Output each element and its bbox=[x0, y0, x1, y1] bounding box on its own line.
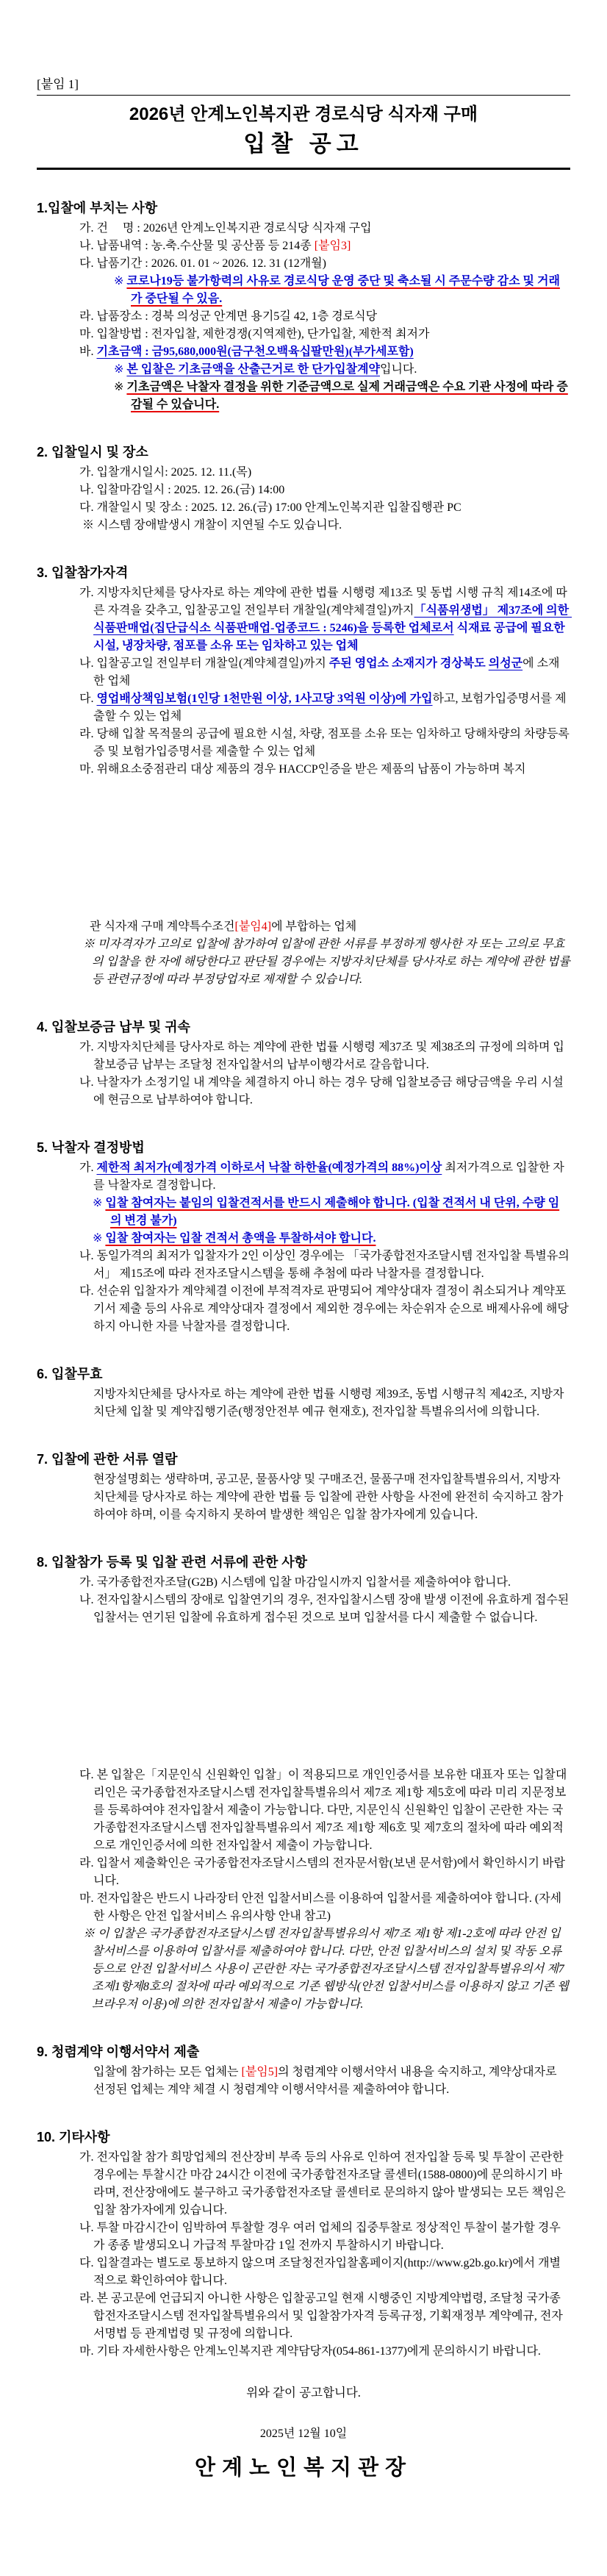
page-title: 2026년 안계노인복지관 경로식당 식자재 구매 bbox=[129, 104, 478, 124]
text-segment: 식재료 공급에 필요한 시설, 냉장차량, 점포를 소유 또는 임차하고 있는 업체 bbox=[93, 622, 568, 652]
doc-paragraph bbox=[37, 1283, 570, 1336]
text-segment: 투찰 마감시간이 임박하여 투찰할 경우 여러 업체의 집중투찰로 정상적인 투찰이 불가할 경우가 종종 발생되오니 가급적 투찰마감 1일 전까지 투찰하시기 바랍니다. bbox=[93, 2222, 561, 2252]
doc-paragraph bbox=[37, 2255, 570, 2290]
text-segment: 낙찰자가 소정기일 내 계약을 체결하지 아니 하는 경우 당해 입찰보증금 해당금액을 우리 시설에 현금으로 납부하여야 합니다. bbox=[93, 1076, 564, 1106]
section-heading: 4. 입찰보증금 납부 및 귀속 bbox=[37, 1020, 190, 1034]
text-segment: 입니다. bbox=[379, 363, 417, 376]
text-segment: 기타 자세한사항은 안계노인복지관 계약담당자(054-861-1377)에게 문의하시기 바랍니다. bbox=[96, 2345, 541, 2358]
doc-paragraph bbox=[37, 2219, 570, 2255]
closing-statement: 위와 같이 공고합니다. bbox=[246, 2386, 361, 2400]
text-segment: [붙임5] bbox=[241, 2066, 279, 2078]
item-label: 나. bbox=[79, 1076, 97, 1089]
doc-paragraph bbox=[37, 918, 570, 936]
item-label: 나. bbox=[79, 1594, 97, 1606]
doc-paragraph bbox=[37, 1195, 570, 1230]
item-label: 가. bbox=[79, 2151, 97, 2164]
doc-paragraph bbox=[37, 379, 570, 414]
text-segment: 입찰방법 : 전자입찰, 제한경쟁(지역제한), 단가입찰, 제한적 최저가 bbox=[96, 328, 430, 340]
attachment-tag: [붙임 1] bbox=[37, 77, 79, 91]
text-segment: 최저가격으로 입찰한 자를 낙찰자로 결정합니다. bbox=[93, 1162, 564, 1192]
text-segment: 이 입찰은 국가종합전자조달시스템 전자입찰특별유의서 제7조 제1항 제1-2호에 따라 안전 입찰서비스를 이용하여 입찰서를 제출하여야 합니다. 다만, 안전 입찰서비스의 설치 및 작동 오류 등으로 안전 입찰서비스 사용이 곤란한 자는 국가종합전자조달시스템 전자입찰특별유의서 제7조제1항제8호의 절차에 따라 예외적으로 기존 웹방식(안전 입찰서비스를 이용하지 않고 기존 웹브라우저 이용)에 의한 전자입찰서 제출이 가능합니다. bbox=[92, 1928, 569, 2011]
doc-paragraph bbox=[37, 655, 570, 690]
doc-paragraph bbox=[37, 361, 570, 379]
text-segment: 본 입찰은 기초금액을 산출근거로 한 단가입찰계약 bbox=[126, 363, 380, 376]
text-segment: 지방자치단체를 당사자로 하는 계약에 관한 법률 시행령 제37조 및 제38조의 규정에 의하며 입찰보증금 납부는 조달청 전자입찰서의 납부이행각서로 갈음합니다. bbox=[93, 1041, 564, 1071]
text-segment: 제한적 최저가(예정가격 이하로서 낙찰 하한율(예정가격의 88%)이상 bbox=[96, 1162, 442, 1174]
doc-paragraph bbox=[37, 343, 570, 361]
doc-paragraph bbox=[37, 1592, 570, 1627]
doc-paragraph bbox=[37, 237, 570, 255]
item-label: ※ bbox=[83, 938, 98, 951]
text-segment: 시스템 장애발생시 개찰이 지연될 수도 있습니다. bbox=[97, 519, 342, 532]
item-label: 가. bbox=[79, 1041, 97, 1053]
section-heading: 3. 입찰참가자격 bbox=[37, 565, 129, 580]
text-segment: 위해요소중점관리 대상 제품의 경우 HACCP인증을 받은 제품의 납품이 가능하며 복지 bbox=[96, 763, 526, 776]
doc-paragraph bbox=[37, 499, 570, 517]
text-segment: 입찰 참여자는 입찰 견적서 총액을 투찰하셔야 합니다. bbox=[105, 1232, 376, 1245]
doc-paragraph bbox=[37, 1159, 570, 1195]
doc-paragraph bbox=[37, 326, 570, 343]
doc-paragraph bbox=[37, 1471, 570, 1524]
item-label: 마. bbox=[79, 1892, 97, 1905]
doc-paragraph bbox=[37, 1230, 570, 1248]
doc-paragraph bbox=[37, 1574, 570, 1592]
text-segment: 건 명 : 2026년 안계노인복지관 경로식당 식자재 구입 bbox=[96, 222, 372, 235]
text-segment: 미자격자가 고의로 입찰에 참가하여 입찰에 관한 서류를 부정하게 행사한 자 또는 고의로 무효의 입찰을 한 자에 해당한다고 판단될 경우에는 지방자치단체를 당사자로 하는 계약에 관한 법률 등 관련규정에 따라 부정당업자로 제재할 수 있습니다. bbox=[92, 938, 573, 986]
item-label: 나. bbox=[79, 1250, 97, 1262]
text-segment: 선순위 입찰자가 계약체결 이전에 부적격자로 판명되어 계약상대자 결정이 취소되거나 계약포기서 제출 등의 사유로 계약상대자 결정에서 제외한 경우에는 차순위자 순으로 배제사유에 해당하지 아니한 자를 낙찰자를 결정합니다. bbox=[93, 1285, 569, 1333]
text-segment: 국가종합전자조달(G2B) 시스템에 입찰 마감일시까지 입찰서를 제출하여야 합니다. bbox=[96, 1576, 511, 1589]
item-label: 나. bbox=[79, 2222, 97, 2234]
text-segment: 전자입찰은 반드시 나라장터 안전 입찰서비스를 이용하여 입찰서를 제출하여야 합니다. (자세한 사항은 안전 입찰서비스 유의사항 안내 참고) bbox=[93, 1892, 562, 1922]
doc-paragraph bbox=[37, 1248, 570, 1283]
text-segment: 납품기간 : 2026. 01. 01 ~ 2026. 12. 31 (12개월) bbox=[96, 257, 326, 270]
item-label: 가. bbox=[79, 1162, 97, 1174]
item-label: 라. bbox=[79, 728, 97, 740]
text-segment: 전자입찰시스템의 장애로 입찰연기의 경우, 전자입찰시스템 장애 발생 이전에 유효하게 접수된 입찰서는 연기된 입찰에 유효하게 접수된 것으로 보며 입찰서를 다시 제출할 수 없습니다. bbox=[93, 1594, 572, 1624]
doc-paragraph bbox=[37, 255, 570, 273]
item-label: 다. bbox=[79, 693, 97, 705]
doc-paragraph bbox=[37, 1925, 570, 2014]
header-divider-thick bbox=[37, 168, 570, 170]
item-label: ※ bbox=[93, 1197, 106, 1209]
text-segment: 입찰결과는 별도로 통보하지 않으며 조달청전자입찰홈페이지(http://www.g2b.go.kr)에서 개별적으로 확인하여야 합니다. bbox=[93, 2257, 561, 2287]
doc-paragraph bbox=[37, 308, 570, 326]
item-label: ※ bbox=[82, 519, 98, 532]
text-segment: 에 부합하는 업체 bbox=[271, 920, 357, 933]
section-heading: 5. 낙찰자 결정방법 bbox=[37, 1140, 145, 1155]
text-segment: 입찰에 참가하는 모든 업체는 bbox=[93, 2066, 242, 2078]
item-label: 가. bbox=[79, 587, 97, 599]
doc-paragraph bbox=[37, 1039, 570, 1074]
doc-paragraph bbox=[37, 517, 570, 534]
text-segment: 본 공고문에 언급되지 아니한 사항은 입찰공고일 현재 시행중인 지방계약법령, 조달청 국가종합전자조달시스템 전자입찰특별유의서 및 입찰참가자격 등록규정, 기획재정부 계약예규, 전자서명법 등 관계법령 및 규정에 의합니다. bbox=[93, 2292, 563, 2340]
doc-paragraph bbox=[37, 1074, 570, 1109]
doc-paragraph bbox=[37, 273, 570, 308]
doc-paragraph bbox=[37, 1890, 570, 1925]
doc-paragraph bbox=[37, 1767, 570, 1855]
item-label: 가. bbox=[79, 1576, 97, 1589]
item-label: 나. bbox=[79, 240, 97, 252]
text-segment: 본 입찰은「지문인식 신원확인 입찰」이 적용되므로 개인인증서를 보유한 대표자 또는 입찰대리인은 국가종합전자조달시스템 전자입찰특별유의서 제7조 제1항 제5호에 따라 미리 지문정보를 등록하여야 전자입찰서 제출이 가능합니다. 다만, 지문인식 신원확인 입찰이 곤란한 자는 국가종합전자조달시스템 전자입찰특별유의서 제7조 제1항 제6호 및 제7호의 절차에 따라 예외적으로 개인인증서에 의한 전자입찰서 제출이 가능합니다. bbox=[93, 1769, 567, 1852]
doc-paragraph bbox=[37, 464, 570, 482]
text-segment: [붙임4] bbox=[234, 920, 272, 933]
document-body bbox=[37, 199, 573, 2361]
section-heading: 10. 기타사항 bbox=[37, 2130, 110, 2144]
page-break-gap bbox=[37, 779, 570, 918]
text-segment: 기초금액은 낙찰자 결정을 위한 기준금액으로 실제 거래금액은 수요 기관 사정에 따라 증감될 수 있습니다. bbox=[126, 381, 568, 411]
item-label: 라. bbox=[79, 1857, 97, 1870]
item-label: 다. bbox=[79, 501, 97, 514]
item-label: 나. bbox=[79, 657, 97, 670]
text-segment: 하고, 보험가입증명서를 제출할 수 있는 업체 bbox=[93, 693, 567, 723]
text-segment: 입찰공고일 전일부터 개찰일(계약체결일)까지 bbox=[96, 657, 329, 670]
doc-paragraph bbox=[37, 936, 573, 989]
item-label: ※ bbox=[114, 275, 127, 287]
item-label: 마. bbox=[79, 2345, 97, 2358]
text-segment: 코로나19등 불가항력의 사유로 경로식당 운영 중단 및 축소될 시 주문수량 감소 및 거래가 중단될 수 있음. bbox=[126, 275, 560, 305]
item-label: 라. bbox=[79, 310, 97, 323]
text-segment: 동일가격의 최저가 입찰자가 2인 이상인 경우에는 「국가종합전자조달시템 전자입찰 특별유의서」 제15조에 따라 전자조달시스템을 통해 추첨에 따라 낙찰자를 결정합니다. bbox=[93, 1250, 570, 1280]
doc-paragraph bbox=[37, 584, 570, 655]
text-segment: 의성군 bbox=[488, 657, 523, 670]
text-segment: 당해 입찰 목적물의 공급에 필요한 시설, 차량, 점포를 소유 또는 임차하고 당해차량의 차량등록증 및 보험가입증명서를 제출할 수 있는 업체 bbox=[93, 728, 570, 758]
header-divider-thin bbox=[37, 95, 570, 96]
item-label: ※ bbox=[93, 1232, 106, 1245]
doc-paragraph bbox=[37, 2290, 570, 2343]
doc-paragraph bbox=[37, 761, 570, 779]
section-heading: 8. 입찰참가 등록 및 입찰 관련 서류에 관한 사항 bbox=[37, 1555, 308, 1570]
section-heading: 9. 청렴계약 이행서약서 제출 bbox=[37, 2044, 200, 2059]
issuer-signature: 안계노인복지관장 bbox=[194, 2456, 413, 2480]
page-subtitle: 입찰 공고 bbox=[243, 131, 364, 157]
doc-paragraph bbox=[37, 726, 570, 761]
section-heading: 6. 입찰무효 bbox=[37, 1367, 103, 1381]
doc-paragraph bbox=[37, 1386, 570, 1421]
item-label: 마. bbox=[79, 328, 97, 340]
announcement-date: 2025년 12월 10일 bbox=[259, 2427, 348, 2440]
item-label: 바. bbox=[79, 346, 97, 358]
item-label: ※ bbox=[114, 363, 127, 376]
doc-paragraph bbox=[37, 1855, 570, 1890]
section-heading: 7. 입찰에 관한 서류 열람 bbox=[37, 1452, 178, 1467]
text-segment: 관 식자재 구매 계약특수조건 bbox=[90, 920, 235, 933]
text-segment: 전자입찰 참가 희망업체의 전산장비 부족 등의 사유로 인하여 전자입찰 등록 및 투찰이 곤란한 경우에는 투찰시간 마감 24시간 이전에 국가종합전자조달 콜센터(1588-0800)에 문의하시기 바라며, 전산장애에도 불구하고 국가종합전자조달 콜센터로 문의하지 않아 발생되는 모든 책임은 입찰 참가자에게 있습니다. bbox=[93, 2151, 569, 2217]
item-label: 마. bbox=[79, 763, 97, 776]
text-segment: 납품장소 : 경북 의성군 안계면 용기5길 42, 1층 경로식당 bbox=[96, 310, 378, 323]
text-segment: 에 소재한 업체 bbox=[93, 657, 560, 687]
item-label: 가. bbox=[79, 222, 97, 235]
item-label: 다. bbox=[79, 2257, 97, 2269]
text-segment: 지방자치단체를 당사자로 하는 계약에 관한 법률 시행령 제39조, 동법 시행규칙 제42조, 지방자치단체 입찰 및 계약집행기준(행정안전부 예규 현재호), 전자입찰 특별유의서에 의합니다. bbox=[93, 1388, 564, 1418]
doc-paragraph bbox=[37, 2343, 570, 2361]
item-label: 나. bbox=[79, 484, 97, 496]
doc-paragraph bbox=[37, 2149, 570, 2219]
text-segment: 영업배상책임보험(1인당 1천만원 이상, 1사고당 3억원 이상)에 가입 bbox=[96, 693, 433, 705]
item-label: 다. bbox=[79, 257, 97, 270]
item-label: ※ bbox=[114, 381, 127, 393]
item-label: 다. bbox=[79, 1769, 97, 1781]
text-segment: 납품내역 : 농.축.수산물 및 공산품 등 214종 bbox=[96, 240, 315, 252]
text-segment: [붙임3] bbox=[314, 240, 351, 252]
text-segment: 입찰개시일시: 2025. 12. 11.(목) bbox=[96, 466, 252, 479]
text-segment: 개찰일시 및 장소 : 2025. 12. 26.(금) 17:00 안계노인복지관 입찰집행관 PC bbox=[96, 501, 461, 514]
doc-paragraph bbox=[37, 220, 570, 237]
doc-paragraph bbox=[37, 2064, 570, 2099]
section-heading: 1.입찰에 부치는 사항 bbox=[37, 201, 158, 215]
item-label: 다. bbox=[79, 1285, 97, 1298]
item-label: ※ bbox=[83, 1928, 98, 1940]
text-segment: 의 청렴계약 이행서약서 내용을 숙지하고, 계약상대자로 선정된 업체는 계약 체결 시 청렴계약 이행서약서를 제출하여야 합니다. bbox=[93, 2066, 560, 2096]
text-segment: 「식품위생법」 제37조에 의한 식품판매업(집단급식소 식품판매업-업종코드 : 5246)을 등록한 업체로서 bbox=[93, 604, 572, 634]
item-label: 가. bbox=[79, 466, 97, 479]
item-label: 라. bbox=[79, 2292, 97, 2305]
page-break-gap bbox=[37, 1627, 570, 1767]
text-segment: 입찰 참여자는 붙임의 입찰견적서를 반드시 제출해야 합니다. (입찰 견적서 내 단위, 수량 임의 변경 불가) bbox=[105, 1197, 560, 1227]
text-segment: 입찰서 제출확인은 국가종합전자조달시스템의 전자문서함(보낸 문서함)에서 확인하시기 바랍니다. bbox=[93, 1857, 565, 1887]
text-segment: 주된 영업소 소재지가 경상북도 bbox=[328, 657, 489, 670]
section-heading: 2. 입찰일시 및 장소 bbox=[37, 445, 148, 459]
text-segment: 입찰마감일시 : 2025. 12. 26.(금) 14:00 bbox=[96, 484, 285, 496]
text-segment: 지방자치단체를 당사자로 하는 계약에 관한 법률 시행령 제13조 및 동법 시행 규칙 제14조에 따른 자격을 갖추고, 입찰공고일 전일부터 개찰일(계약체결일)까지 bbox=[93, 587, 567, 617]
text-segment: 현장설명회는 생략하며, 공고문, 물품사양 및 구매조건, 물품구매 전자입찰특별유의서, 지방자치단체를 당사자로 하는 계약에 관한 법률 등 입찰에 관한 사항을 사전에 완전히 숙지하고 참가하여야 하며, 이를 숙지하지 못하여 발생한 책임은 입찰 참가자에게 있습니다. bbox=[93, 1473, 564, 1521]
doc-paragraph bbox=[37, 690, 570, 726]
doc-paragraph bbox=[37, 482, 570, 499]
text-segment: 기초금액 : 금95,680,000원(금구천오백육십팔만원)(부가세포함) bbox=[96, 346, 414, 358]
